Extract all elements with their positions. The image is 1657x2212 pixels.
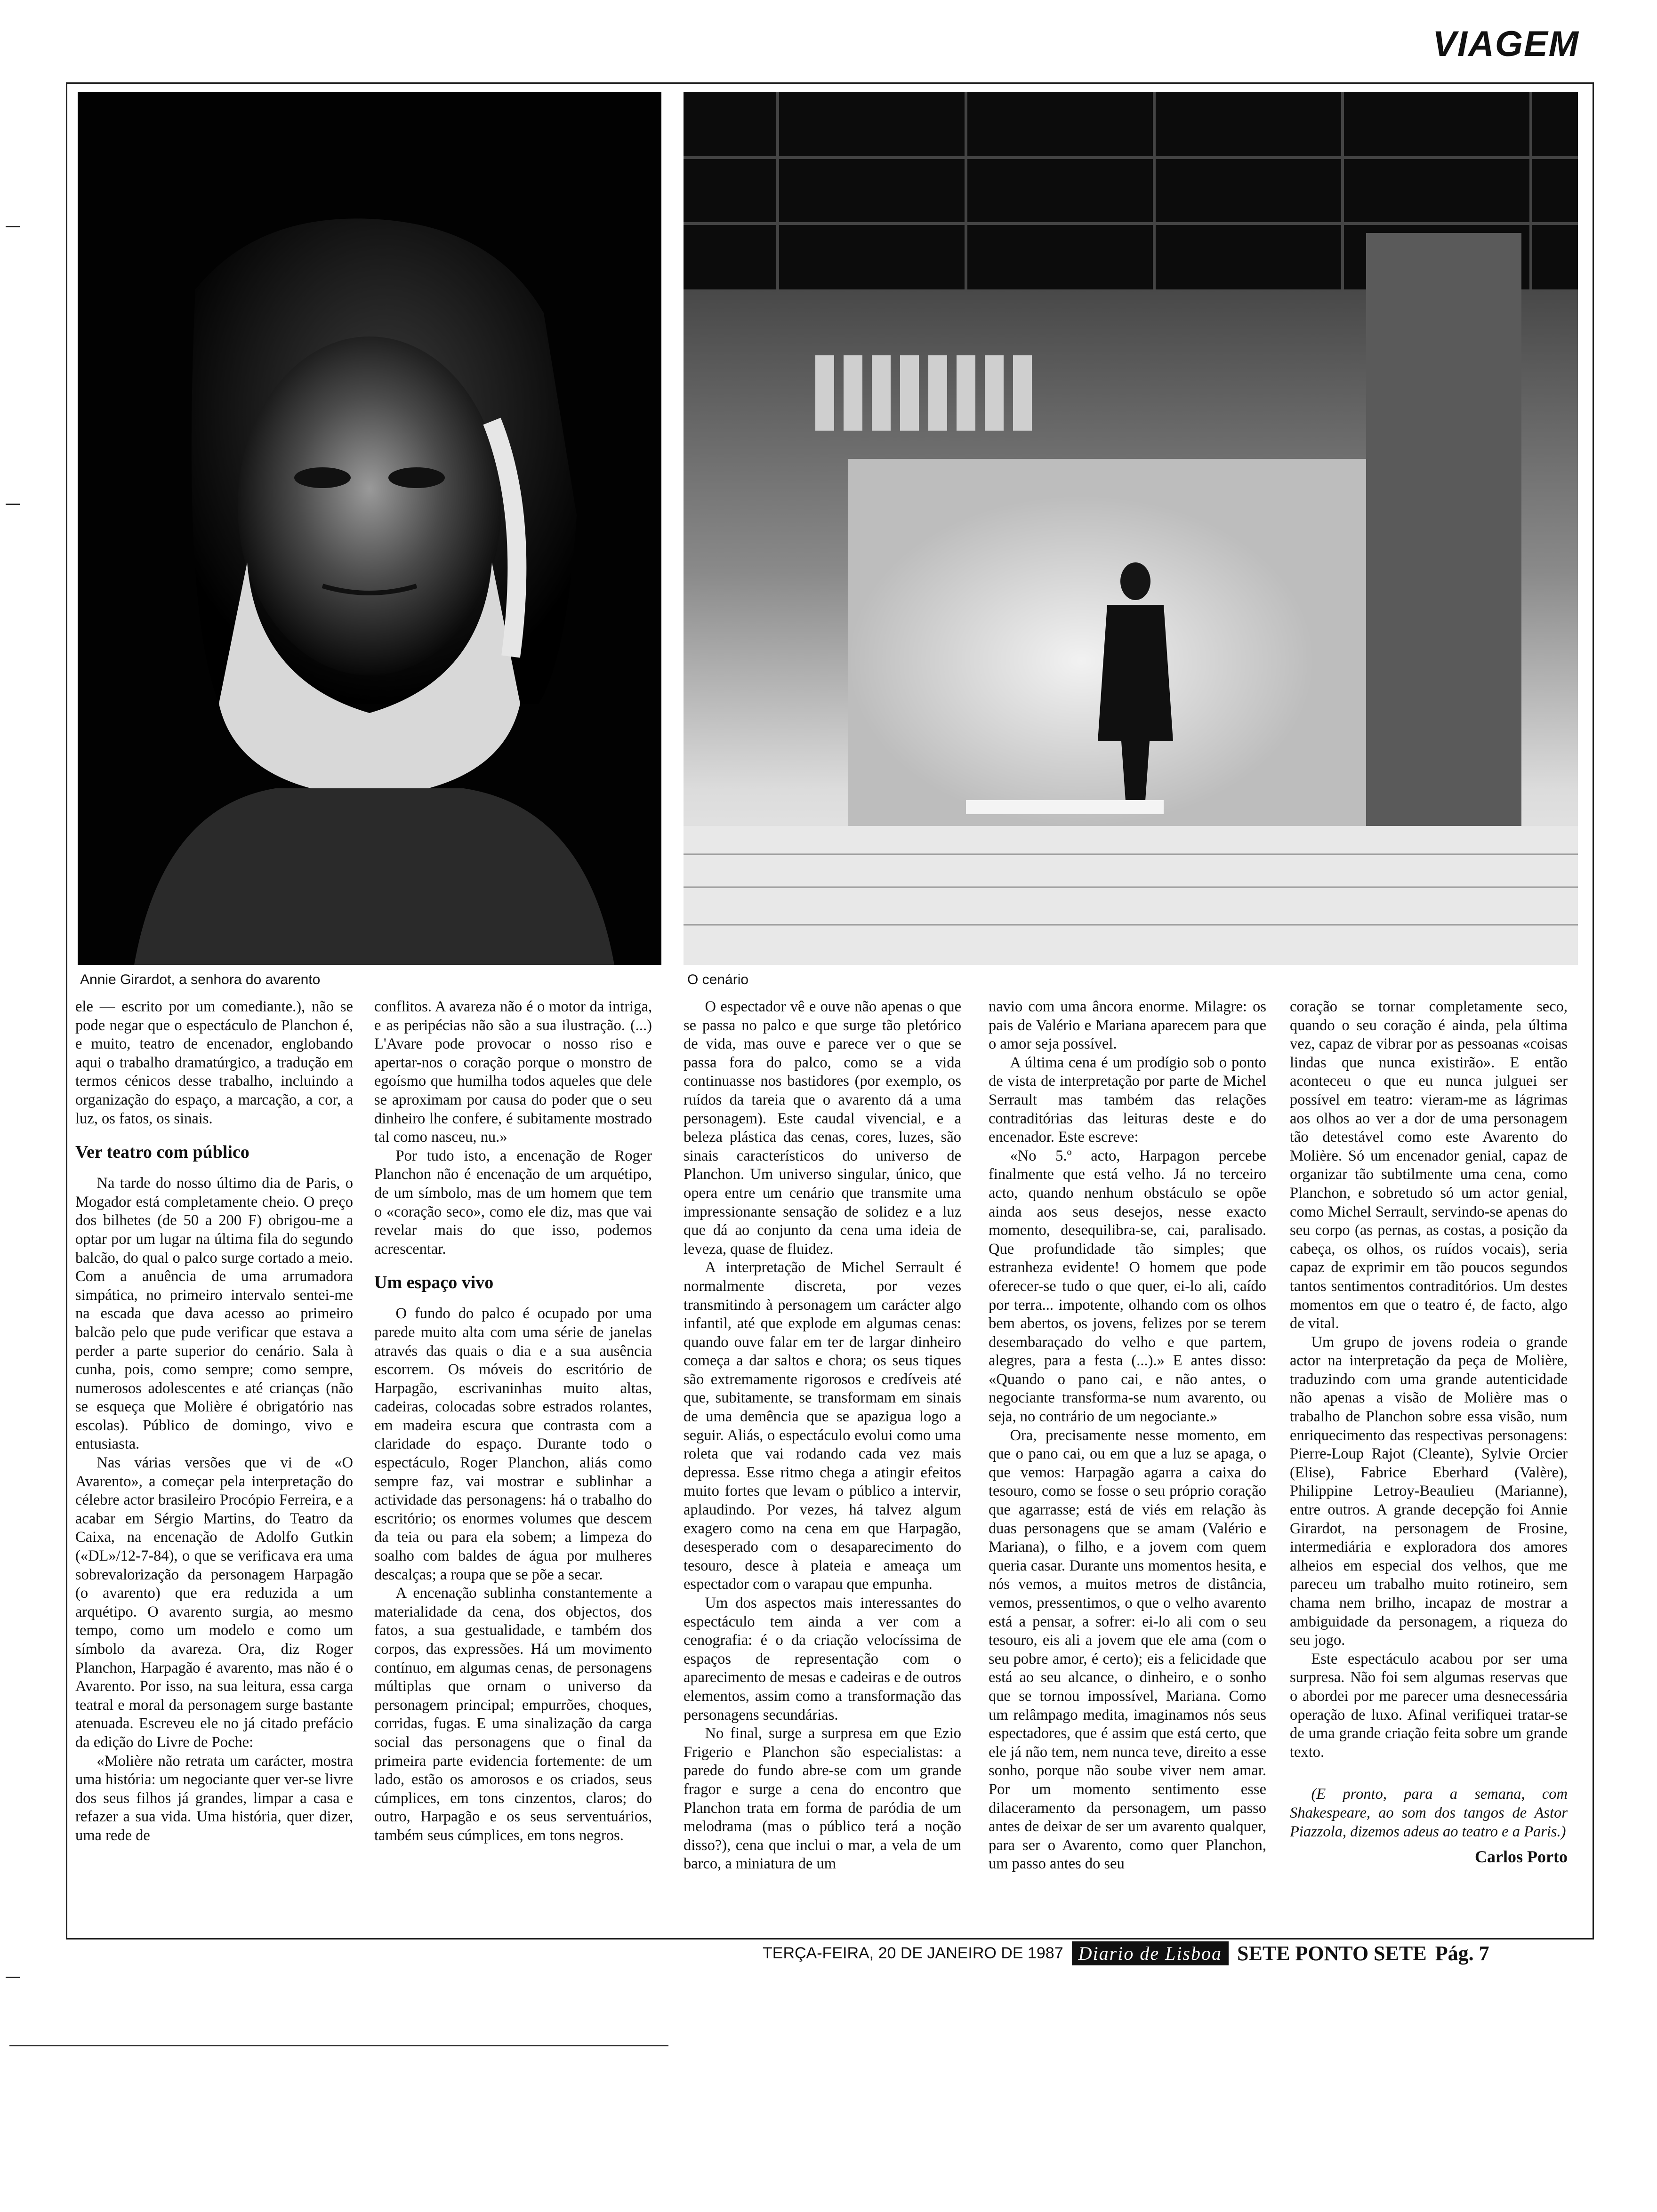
body-paragraph: A encenação sublinha constantemente a materialidade da cena, dos objectos, dos fatos, a sua gestualidade, e também dos corpos, das expressões. Há um movimento contínuo, em algumas cenas, de personagens múltiplas que ornam o universo da personagem principal; empurrões, choques, corridas, fugas. E uma sinalização da carga social das personagens que o final da primeira parte evidencia fortemente: de um lado, estão os amorosos e os criados, seus cúmplices, em tons cinzentos, claros; do outro, Harpagão e os seus serventuários, também seus cúmplices, em tons negros. bbox=[374, 1585, 652, 1844]
text-column-4 bbox=[989, 998, 1266, 1874]
margin-mark bbox=[6, 226, 20, 227]
body-paragraph: O espectador vê e ouve não apenas o que se passa no palco e que surge tão pletórico de vida, mas ouve e parece ver o que se passa fora do palco, como se a vida continuasse nos bastidores (por exemplo, os ruídos da tareia que o avarento dá a uma personagem). Este caudal vivencial, e a beleza plástica das cenas, cores, luzes, são sinais característicos do universo de Planchon. Um universo singular, único, que opera entre um cenário que transmite uma impressionante sensação de solidez e a luz que dá ao conjunto da cena uma ideia de leveza, quase de fluidez. bbox=[684, 998, 961, 1258]
body-paragraph: Um grupo de jovens rodeia o grande actor na interpretação da peça de Molière, traduzindo com uma grande autenticidade não apenas a visão de Molière mas o trabalho de Planchon sobre essa visão, num enriquecimento das respectivas personagens: Pierre-Loup Rajot (Cleante), Sylvie Orcier (Elise), Fabrice Eberhard (Valère), Philippine Letroy-Beaulieu (Marianne), entre outros. A grande decepção foi Annie Girardot, na personagem de Frosine, intermediária e exploradora dos amores alheios em especial dos velhos, que me pareceu um trabalho muito rotineiro, sem chama nem brilho, incapaz de mostrar a ambiguidade da personagem, a riqueza do seu jogo. bbox=[1290, 1333, 1568, 1649]
stage-caption: O cenário bbox=[687, 972, 749, 987]
text-column-1 bbox=[75, 998, 353, 1845]
section-title: VIAGEM bbox=[1432, 24, 1579, 64]
body-paragraph: No final, surge a surpresa em que Ezio Frigerio e Planchon são especialistas: a parede do fundo abre-se com um grande fragor e surge a cena do encontro que Planchon trata em forma de paródia de um melodrama (mas o público terá a noção disso?), cena que inclui o mar, a vela de um barco, a miniatura de um bbox=[684, 1725, 961, 1873]
text-column-3 bbox=[684, 998, 961, 1874]
body-paragraph: navio com uma âncora enorme. Milagre: os pais de Valério e Mariana aparecem para que o amor seja possível. bbox=[989, 998, 1266, 1053]
portrait-caption: Annie Girardot, a senhora do avarento bbox=[80, 972, 321, 987]
text-column-5 bbox=[1290, 998, 1568, 1867]
body-paragraph: A última cena é um prodígio sob o ponto de vista de interpretação por parte de Michel Serrault mas também das relações contraditórias das leituras deste e do encenador. Este escreve: bbox=[989, 1054, 1266, 1146]
body-paragraph: Por tudo isto, a encenação de Roger Planchon não é encenação de um arquétipo, de um símbolo, mas de um homem que tem o «coração seco», como ele diz, mas que vai revelar mais do que isso, podemos acrescentar. bbox=[374, 1147, 652, 1258]
body-paragraph: ele — escrito por um comediante.), não se pode negar que o espectáculo de Planchon é, e muito, teatro de encenador, englobando aqui o trabalho dramatúrgico, a tradução em termos cénicos desse trabalho, incluindo a organização do espaço, a marcação, a cor, a luz, os fatos, os sinais. bbox=[75, 998, 353, 1127]
issue-date: TERÇA-FEIRA, 20 DE JANEIRO DE 1987 bbox=[763, 1944, 1063, 1962]
author-signature: Carlos Porto bbox=[1475, 1847, 1568, 1867]
supplement-name: SETE PONTO SETE bbox=[1237, 1942, 1427, 1965]
body-paragraph: Nas várias versões que vi de «O Avarento», a começar pela interpretação do célebre actor brasileiro Procópio Ferreira, e a acabar em Sérgio Martins, do Teatro da Caixa, na encenação de Adolfo Gutkin («DL»/12-7-84), o que se verificava era uma sobrevalorização da personagem Harpagão (o avarento) que era reduzida a um arquétipo. O avarento surgia, ao mesmo tempo, como um modelo e como um símbolo da avareza. Ora, diz Roger Planchon, Harpagão é avarento, mas não é o Avarento. Por isso, na sua leitura, essa carga teatral e moral da personagem surge bastante atenuada. Escreveu ele no já citado prefácio da edição do Livre de Poche: bbox=[75, 1454, 353, 1751]
page-number: Pág. 7 bbox=[1435, 1942, 1489, 1965]
body-paragraph: conflitos. A avareza não é o motor da intriga, e as peripécias não são a sua ilustração. (...) L'Avare pode provocar o nosso riso e apertar-nos o coração porque o monstro de egoísmo que humilha todos aqueles que dele se aproximam por causa do poder que o seu dinheiro lhe confere, é subitamente mostrado tal como nasceu, nu.» bbox=[374, 998, 652, 1146]
body-paragraph: coração se tornar completamente seco, quando o seu coração é ainda, pela última vez, capaz de vibrar por as pessoanas «coisas lindas que nunca existirão». E então aconteceu o que eu nunca julguei ser possível em teatro: vieram-me as lágrimas aos olhos ao ver a dor de uma personagem tão detestável como este Avarento do Molière. Só um encenador genial, capaz de organizar tão subtilmente uma cena, como Planchon, e sobretudo só um actor genial, como Michel Serrault, servindo-se apenas do seu corpo (as pernas, as costas, a posição da cabeça, os olhos, os ruídos vocais), seria capaz de exprimir em tão poucos segundos tantos sentimentos contraditórios. Um destes momentos em que o teatro é, de facto, algo de vital. bbox=[1290, 998, 1568, 1332]
margin-mark bbox=[6, 1977, 20, 1978]
portrait-photo bbox=[78, 92, 661, 965]
body-paragraph: Este espectáculo acabou por ser uma surpresa. Não foi sem algumas reservas que o abordei por me parecer uma desnecessária operação de luxo. Afinal verifiquei tratar-se de uma grande criação feita sobre um grande texto. bbox=[1290, 1650, 1568, 1761]
body-paragraph: A interpretação de Michel Serrault é normalmente discreta, por vezes transmitindo à personagem um carácter algo infantil, até que explode em algumas cenas: quando ouve falar em ter de largar dinheiro começa a dar saltos e chora; os seus tiques são extremamente rigorosos e credíveis até que, subitamente, se transformam em sinais de uma demência que se apazigua logo a seguir. Aliás, o espectáculo evolui como uma roleta que vai rodando cada vez mais depressa. Esse ritmo chega a atingir efeitos muito fortes que levam o público a intervir, aplaudindo. Por vezes, há talvez algum exagero como na cena em que Harpagão, desesperado com o desaparecimento do tesouro, desce à plateia e ameaça um espectador com o varapau que empunha. bbox=[684, 1259, 961, 1593]
body-paragraph: O fundo do palco é ocupado por uma parede muito alta com uma série de janelas através das quais o dia e a sua ausência escorrem. Os móveis do escritório de Harpagão, escrivaninhas muito altas, cadeiras, colocadas sobre estrados rolantes, em madeira escura que contrasta com a claridade do espaço. Durante todo o espectáculo, Roger Planchon, aliás como sempre faz, vai mostrar e sublinhar a actividade das personagens: há o trabalho do escritório; os enormes volumes que descem da teia ou para ela sobem; a limpeza do soalho com baldes de água por mulheres descalças; a roupa que se põe a secar. bbox=[374, 1305, 652, 1583]
body-paragraph: Na tarde do nosso último dia de Paris, o Mogador está completamente cheio. O preço dos bilhetes (de 50 a 200 F) obrigou-me a optar por um lugar na última fila do segundo balcão, do qual o palco surge cortado a meio. Com a anuência de uma arrumadora simpática, no primeiro intervalo sentei-me na escada que dava acesso ao primeiro balcão pelo que pude verificar que estava a perder a parte superior do cenário. Sala à cunha, pois, como sempre; como sempre, numerosos adolescentes e até crianças (não se esqueça que Molière é obrigatório nas escolas). Público de domingo, vivo e entusiasta. bbox=[75, 1175, 353, 1453]
margin-mark bbox=[6, 504, 20, 505]
body-paragraph: Um dos aspectos mais interessantes do espectáculo tem ainda a ver com a cenografia: é o da criação velocíssima de espaços de representação com o aparecimento de mesas e cadeiras e de outros elementos, assim como a transformação das personagens secundárias. bbox=[684, 1595, 961, 1723]
body-paragraph: Ora, precisamente nesse momento, em que o pano cai, ou em que a luz se apaga, o que vemos: Harpagão agarra a caixa do tesouro, como se fosse o seu próprio coração que agarrasse; está de viés em relação às duas personagens que se amam (Valério e Mariana), o filho, e a jovem com quem queria casar. Durante uns momentos hesita, e nós vemos, a muitos metros de distância, vemos, pressentimos, o que o velho avarento está a pensar, a sofrer: ei-lo ali com o seu tesouro, eis ali a jovem que ele ama (com o seu pobre amor, é certo); eis a felicidade que está ao seu alcance, o dinheiro, e o sonho que se tornou impossível, Mariana. Como um relâmpago medita, imaginamos nós seus espectadores, que é assim que está certo, que ele já não tem, nem nunca teve, direito a esse sonho, porque não soube viver nem amar. Por um momento sentimento esse dilaceramento da personagem, um passo antes de deixar de ser um avarento qualquer, para ser o Avarento, como quer Planchon, um passo antes do seu bbox=[989, 1427, 1266, 1873]
subheading: Ver teatro com público bbox=[75, 1142, 249, 1162]
subheading: Um espaço vivo bbox=[374, 1273, 494, 1293]
closing-note: (E pronto, para a semana, com Shakespeare, ao som dos tangos de Astor Piazzola, dizemos adeus ao teatro e a Paris.) bbox=[1290, 1786, 1568, 1840]
newspaper-logo: Diario de Lisboa bbox=[1072, 1941, 1229, 1965]
body-paragraph: «No 5.º acto, Harpagon percebe finalmente que está velho. Já no terceiro acto, quando nenhum obstáculo se opõe ainda aos seus desejos, nesse exacto momento, desequilibra-se, cai, paralisado. Que profundidade tão simples; que estranheza evidente! O homem que pode oferecer-se tudo o que quer, ei-lo ali, caído por terra... impotente, olhando com os olhos bem abertos, os jovens, felizes por se terem desembaraçado do velho e que partem, alegres, para a festa (...).» E antes disso: «Quando o pano cai, e não antes, o negociante transforma-se num avarento, ou seja, no contrário de um negociante.» bbox=[989, 1147, 1266, 1426]
text-column-2 bbox=[374, 998, 652, 1845]
body-paragraph: «Molière não retrata um carácter, mostra uma história: um negociante quer ver-se livre dos seus filhos já grandes, limpar a casa e refazer a sua vida. Uma história, quer dizer, uma rede de bbox=[75, 1752, 353, 1844]
bottom-rule bbox=[9, 2045, 668, 2046]
page-footer bbox=[763, 1941, 1582, 1965]
stage-photo bbox=[684, 92, 1578, 965]
